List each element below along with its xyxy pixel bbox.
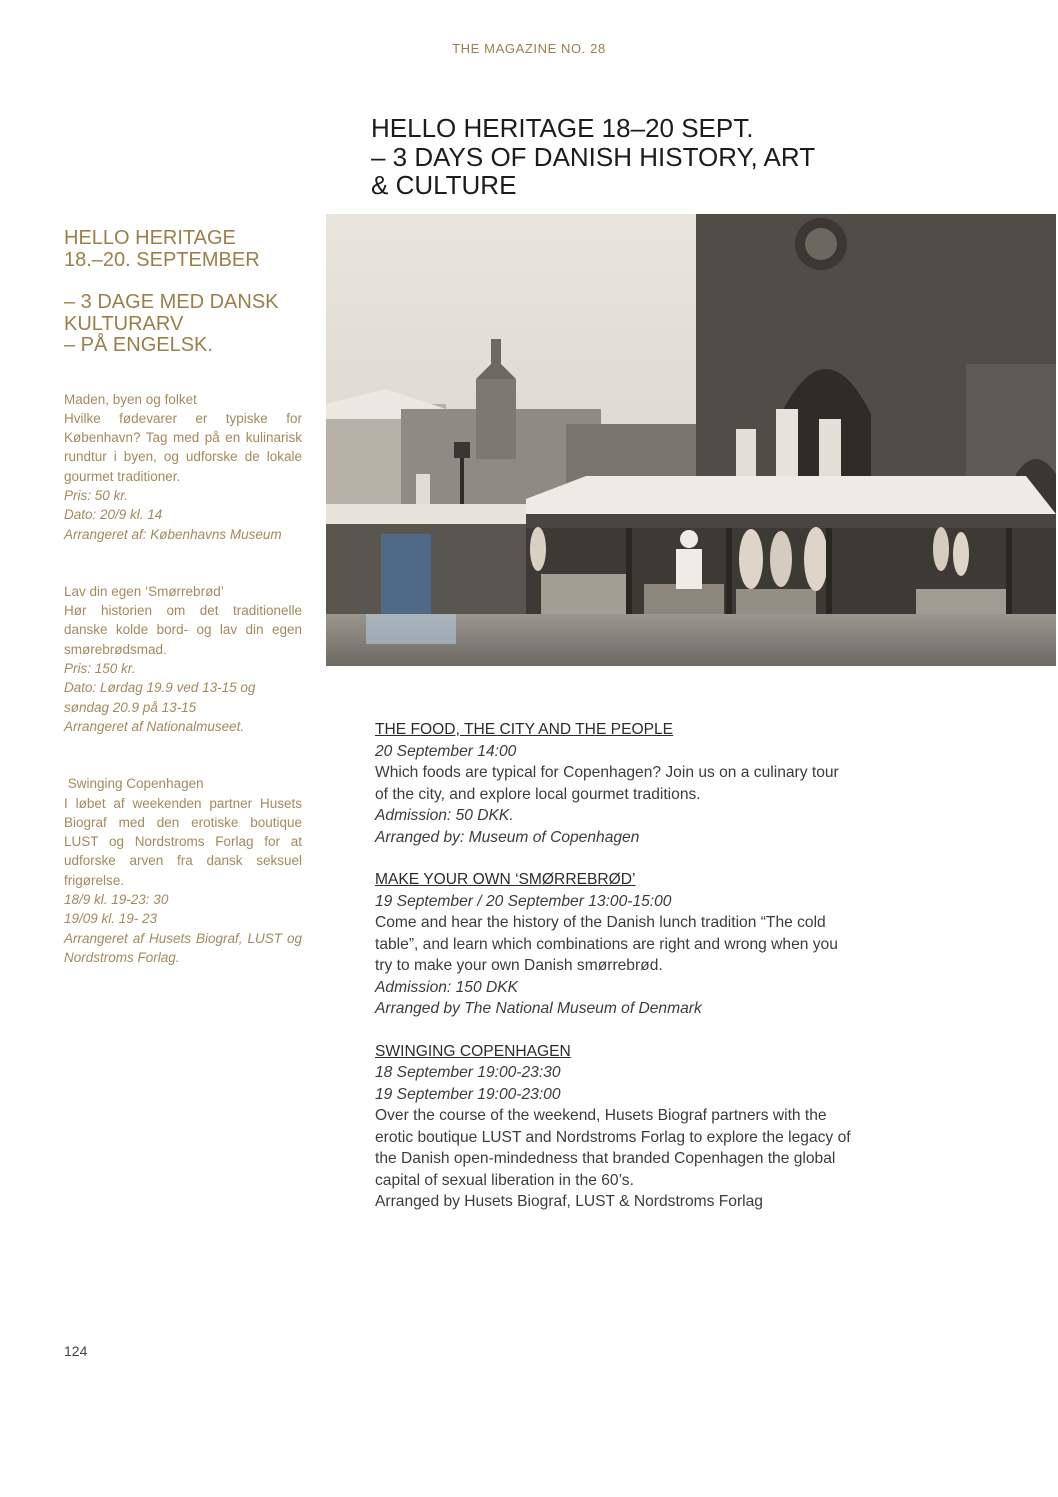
event [375,869,855,1020]
title-line: & CULTURE [371,170,517,200]
event-admission: Admission: 50 DKK. [375,807,514,824]
event-title: Swinging Copenhagen [64,776,204,792]
title-line: HELLO HERITAGE 18–20 SEPT. [371,113,754,143]
event-date: 19/09 kl. 19- 23 [64,911,158,927]
title-line: – 3 DAYS OF DANISH HISTORY, ART [371,141,816,172]
historic-market-photo [326,214,1056,666]
heading-line: HELLO HERITAGE [64,227,236,249]
event-date: 20 September 14:00 [375,742,517,760]
event-admission: Admission: 150 DKK [375,978,519,996]
event-organizer: Arrangeret af: Københavns Museum [64,526,282,542]
event-date: 19 September 19:00-23:00 [375,1085,561,1103]
sidebar-event [64,390,302,544]
event-title: Lav din egen ‘Smørrebrød’ [64,583,224,599]
event-title: THE FOOD, THE CITY AND THE PEOPLE [375,721,674,738]
event-date: Dato: Lørdag 19.9 ved 13-15 og søndag 20.9 på 13-15 [64,680,256,715]
event-date: 18 September 19:00-23:30 [375,1064,561,1081]
heading-line: 18.–20. SEPTEMBER [64,248,260,271]
event [375,719,855,848]
event-title: MAKE YOUR OWN ‘SMØRREBRØD’ [375,871,636,888]
heading-line: – PÅ ENGELSK. [64,334,213,356]
event-date: 18/9 kl. 19-23: 30 [64,892,169,908]
event-body: Hør historien om det traditionelle danske kolde bord- og lav din egen smørebrødsmad. [64,603,302,657]
event-title: SWINGING COPENHAGEN [375,1042,571,1060]
event-body: Which foods are typical for Copenhagen? Join us on a culinary tour of the city, and explore local gourmet traditions. [375,764,839,803]
event-price: Pris: 150 kr. [64,661,136,677]
event-organizer: Arranged by The National Museum of Denmark [375,1000,702,1017]
event-body: Hvilke fødevarer er typiske for København? Tag med på en kulinarisk rundtur i byen, og udforske de lokale gourmet traditioner. [64,410,302,484]
event-title: Maden, byen og folket [64,391,197,407]
sidebar-event [64,582,302,736]
heading-line: KULTURARV [64,312,184,335]
main-english-events [375,719,855,1213]
event-date: Dato: 20/9 kl. 14 [64,507,163,523]
event-organizer: Arranged by: Museum of Copenhagen [375,828,640,846]
sidebar-heading [64,228,302,357]
event-body: Over the course of the weekend, Husets Biograf partners with the erotic boutique LUST and Nordstroms Forlag to explore the legacy of the Danish open-mindedness that branded Copenhagen the global capital of sexual liberation in the 60’s. [375,1107,851,1189]
event-body: Come and hear the history of the Danish lunch tradition “The cold table”, and learn which combinations are right and wrong when you try to make your own Danish smørrebrød. [375,914,838,974]
heading-line: – 3 DAGE MED DANSK [64,291,279,313]
page-number: 124 [64,1343,88,1359]
event-organizer: Arrangeret af Nationalmuseet. [64,718,245,734]
sidebar-danish [64,228,302,967]
event-body: I løbet af weekenden partner Husets Biograf med den erotiske boutique LUST og Nordstroms Forlag for at udforske arven fra dansk seksuel frigørelse. [64,795,302,888]
event-date: 19 September / 20 September 13:00-15:00 [375,892,672,910]
page-title [371,114,931,200]
event [375,1041,855,1213]
event-price: Pris: 50 kr. [64,487,129,503]
magazine-header: THE MAGAZINE NO. 28 [452,41,606,56]
event-organizer: Arranged by Husets Biograf, LUST & Nordstroms Forlag [375,1193,763,1210]
event-organizer: Arrangeret af Husets Biograf, LUST og Nordstroms Forlag. [64,930,302,965]
sidebar-event [64,774,302,967]
